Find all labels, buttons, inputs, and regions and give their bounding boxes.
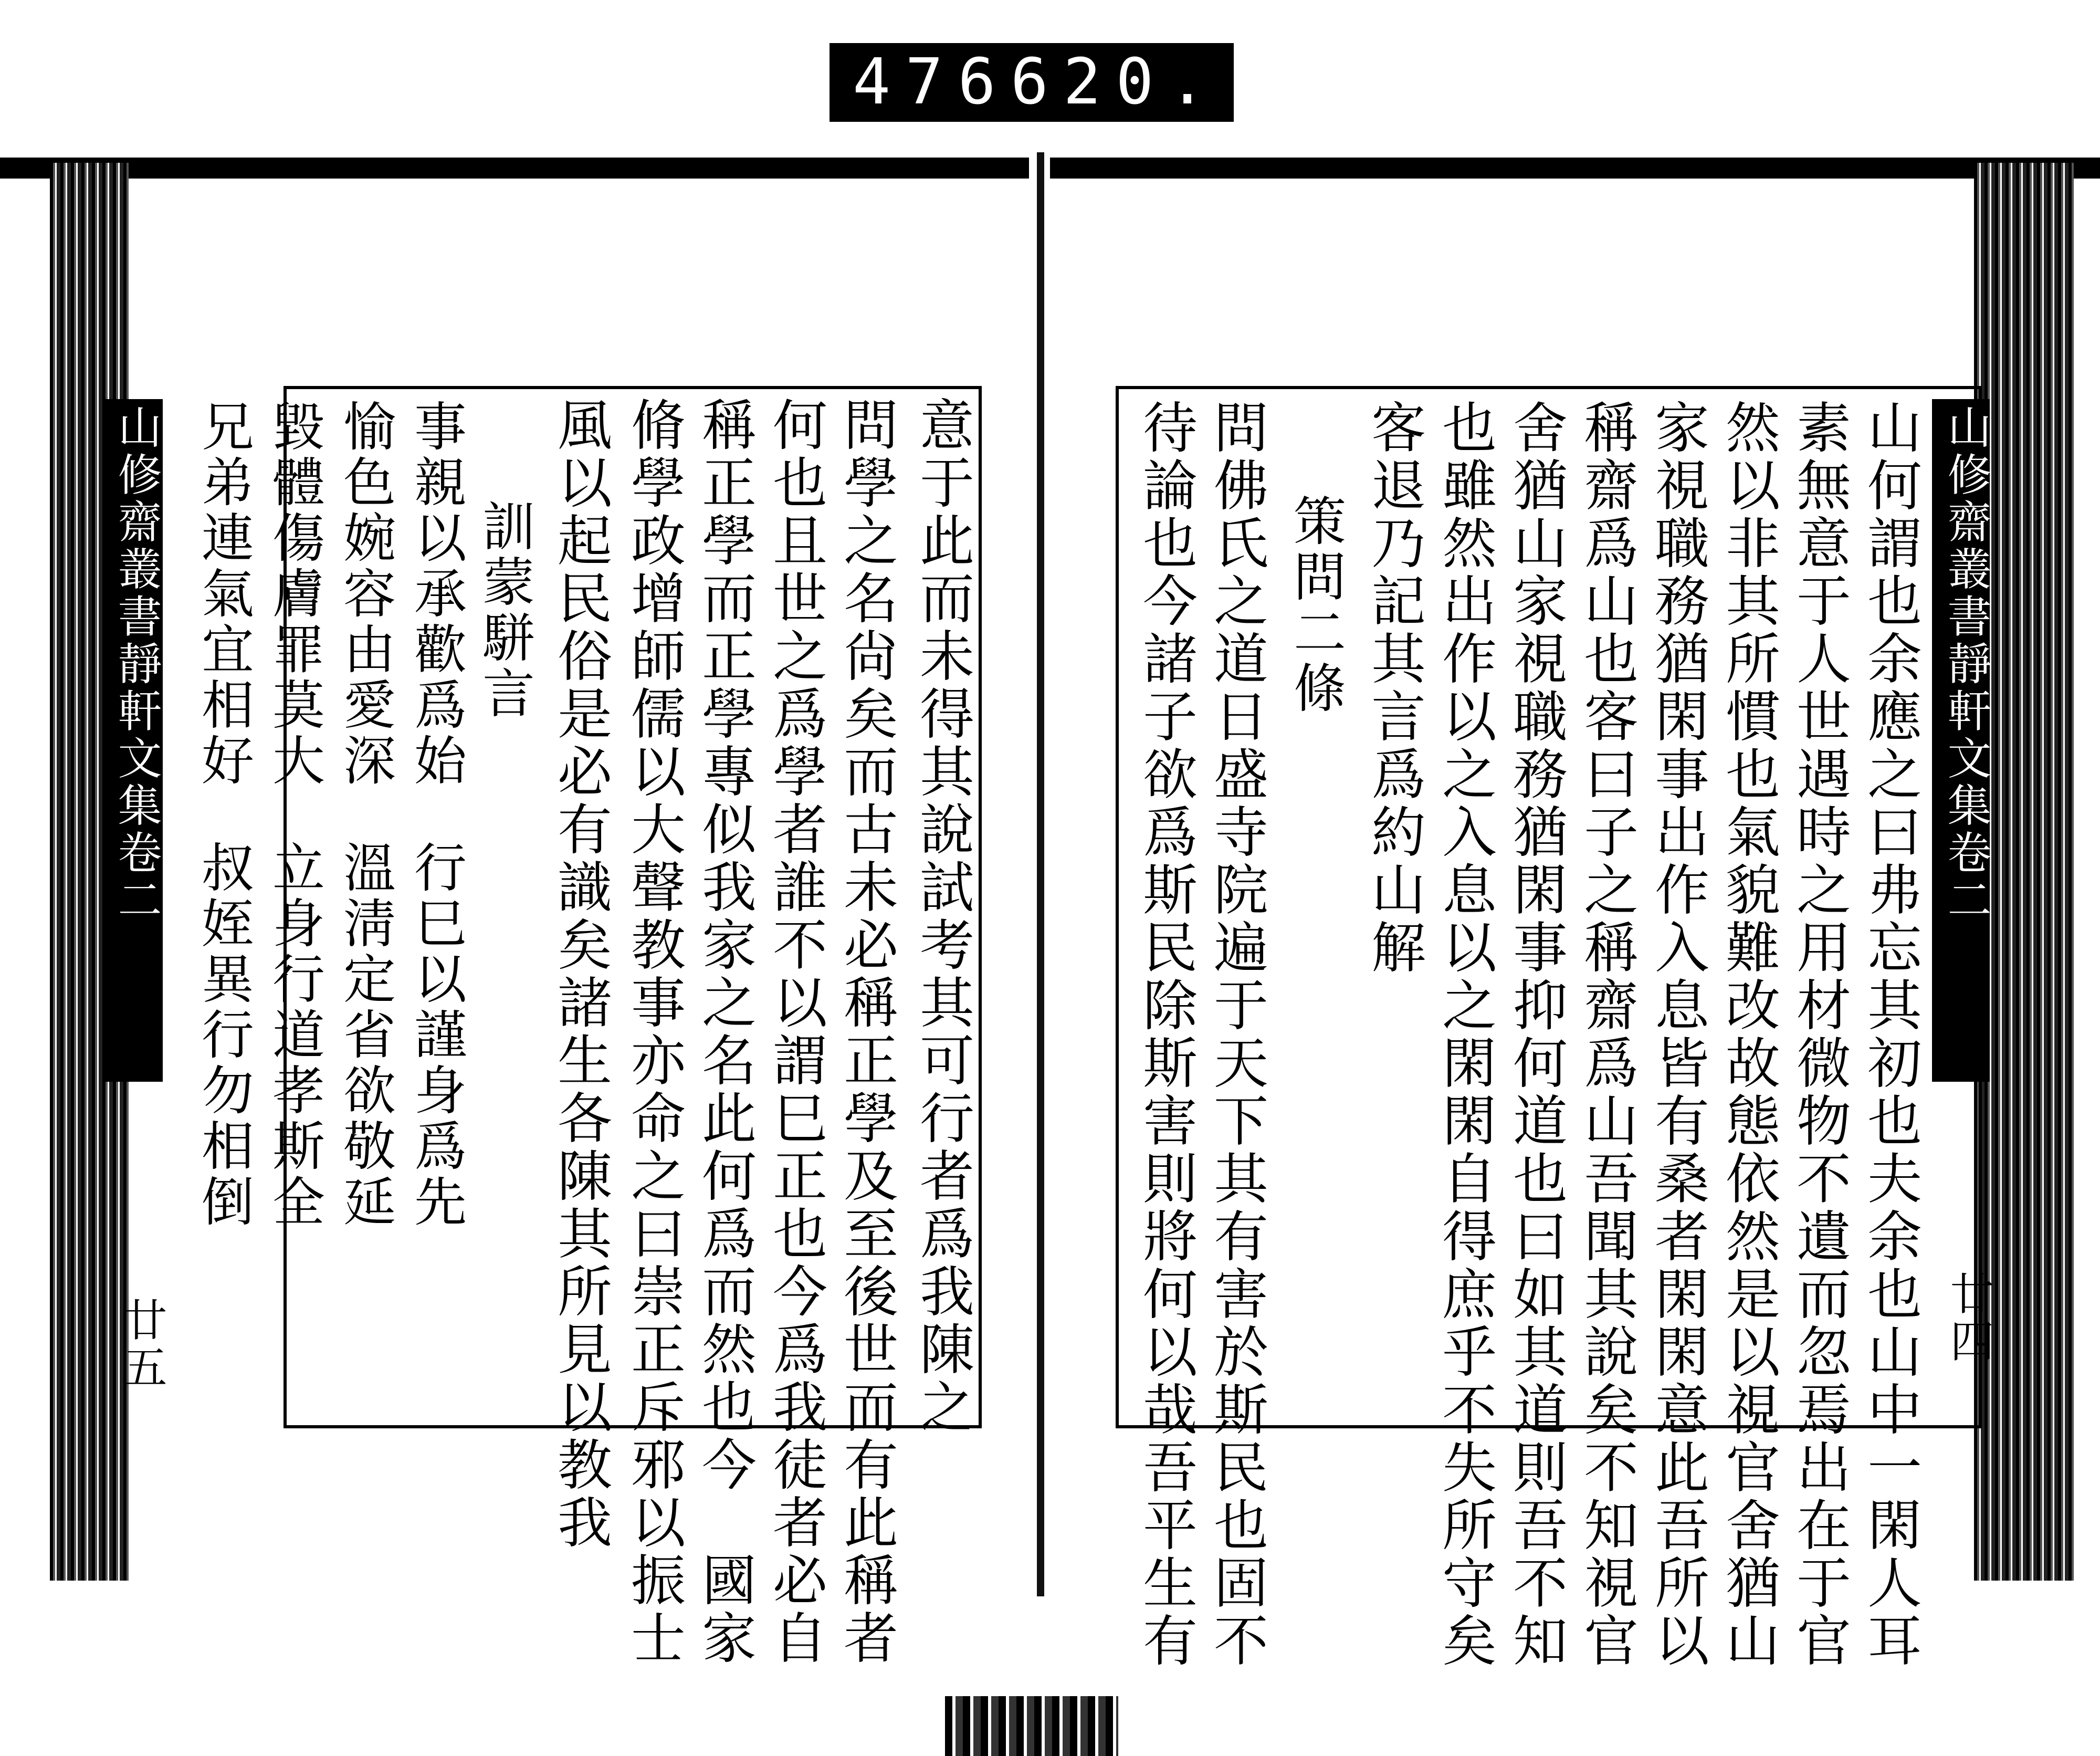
left-text-column-4: 稱正學而正學專似我家之名此何爲而然也今 國家 [692, 396, 757, 1667]
frame-number-label [830, 43, 1234, 122]
top-rule-right [1050, 158, 2100, 179]
top-rule-left [0, 158, 1029, 179]
right-margin-title: 山修齋叢書靜軒文集卷二 [1940, 404, 1992, 924]
left-text-column-6: 風以起民俗是必有識矣諸生各陳其所見以教我 [548, 396, 612, 1552]
left-text-column-5: 脩學政增師儒以大聲教事亦命之曰崇正斥邪以振士 [622, 396, 686, 1667]
right-text-column-1: 山何謂也余應之曰弗忘其初也夫余也山中一閑人耳 [1858, 399, 1922, 1670]
verse-line-6: 溫淸定省欲敬延 [334, 840, 396, 1230]
right-text-column-6: 舍猶山家視職務猶閑事抑何道也曰如其道則吾不知 [1504, 399, 1568, 1670]
left-margin-title: 山修齋叢書靜軒文集卷二 [111, 404, 162, 924]
verse-line-2: 愉色婉容由愛深 [334, 399, 396, 789]
bottom-scan-strip [945, 1696, 1118, 1756]
right-section-heading: 策問二條 [1285, 494, 1346, 716]
left-text-column-3: 何也且世之爲學者誰不以謂巳正也今爲我徒者必自 [763, 396, 827, 1667]
right-page-number: 廿四 [1943, 1271, 1994, 1365]
verse-line-8: 叔姪異行勿相倒 [193, 840, 254, 1230]
right-text-column-7: 也雖然出作以之入息以之閑閑自得庶乎不失所守矣 [1433, 399, 1497, 1670]
question-column-1: 問佛氏之道日盛寺院遍于天下其有害於斯民也固不 [1204, 399, 1268, 1670]
question-column-2: 待論也今諸子欲爲斯民除斯害則將何以哉吾平生有 [1133, 399, 1198, 1670]
book-spine [1037, 152, 1044, 1596]
verse-line-1: 事親以承歡爲始 [405, 399, 467, 789]
right-text-column-5: 稱齋爲山也客曰子之稱齋爲山吾聞其說矣不知視官 [1574, 399, 1639, 1670]
right-text-column-2: 素無意于人世遇時之用材微物不遺而忽焉出在于官 [1787, 399, 1851, 1670]
verse-line-5: 行巳以謹身爲先 [405, 840, 467, 1230]
left-page-number: 廿五 [116, 1297, 167, 1392]
left-text-column-1: 意于此而未得其說試考其可行者爲我陳之 [910, 396, 974, 1436]
frame-number-left: 476 [853, 46, 1011, 119]
right-text-column-4: 家視職務猶閑事出作入息皆有桑者閑閑意此吾所以 [1645, 399, 1709, 1670]
frame-number-right: 620. [1010, 46, 1221, 119]
left-text-column-2: 問學之名尙矣而古未必稱正學及至後世而有此稱者 [834, 396, 898, 1667]
right-text-column-8: 客退乃記其言爲約山解 [1362, 399, 1426, 977]
right-text-column-3: 然以非其所慣也氣貌難改故態依然是以視官舍猶山 [1716, 399, 1780, 1670]
verse-line-7: 立身行道孝斯全 [264, 840, 325, 1230]
left-section-heading: 訓蒙駢言 [474, 499, 535, 722]
verse-line-3: 毀體傷膚罪莫大 [264, 399, 325, 789]
verse-line-4: 兄弟連氣宜相好 [193, 399, 254, 789]
